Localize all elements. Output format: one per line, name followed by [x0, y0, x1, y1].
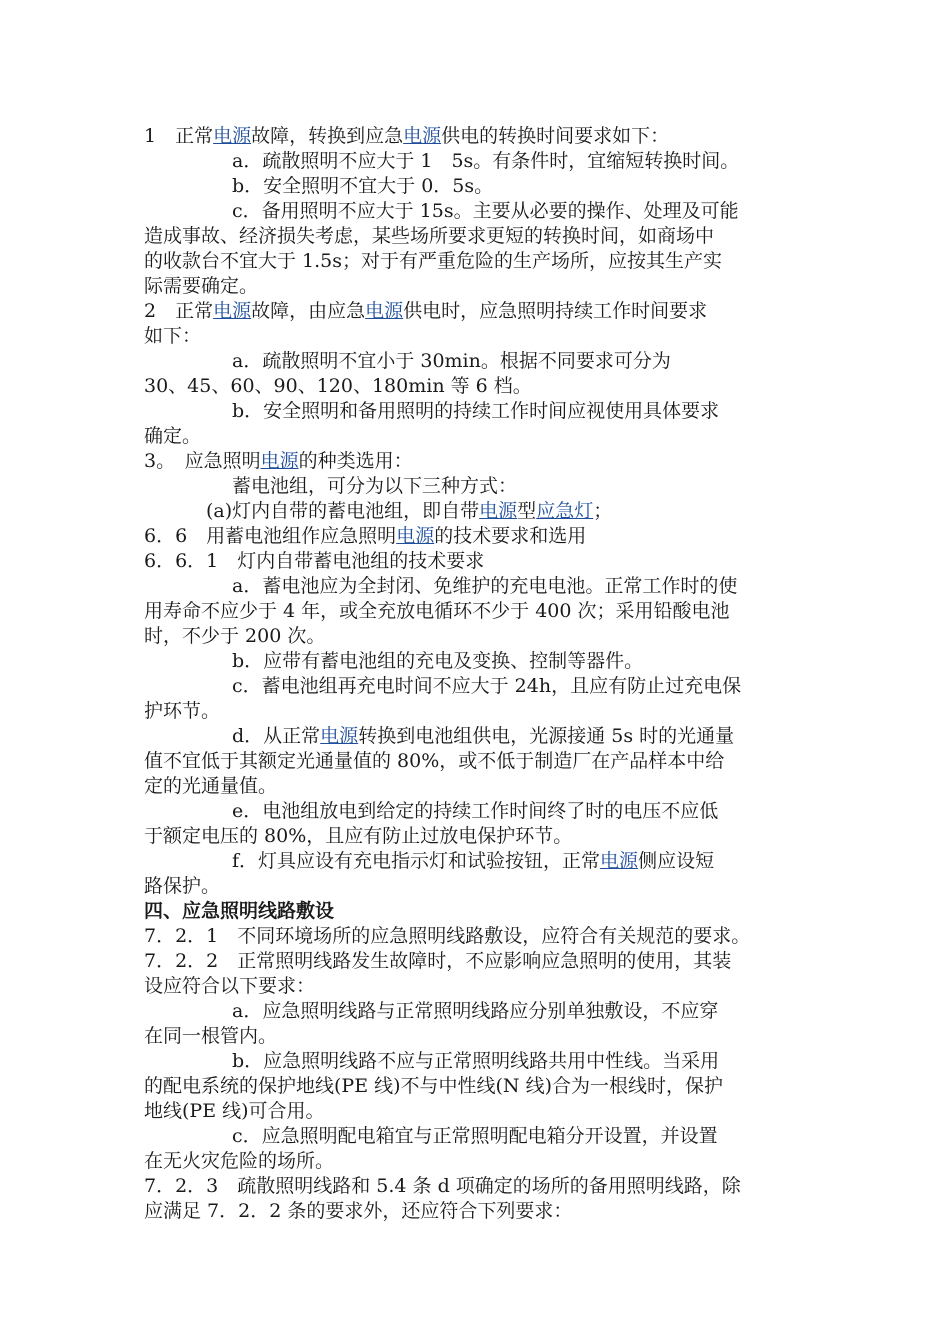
- text-line: [144, 624, 325, 649]
- text: 7．2．3 疏散照明线路和 5.4 条 d 项确定的场所的备用照明线路，除: [144, 1175, 741, 1197]
- text-line: [144, 974, 315, 999]
- text-line: [144, 1199, 572, 1224]
- text: 应满足 7．2．2 条的要求外，还应符合下列要求：: [144, 1200, 573, 1222]
- text-line: [232, 474, 517, 499]
- text: 于额定电压的 80%，且应有防止过放电保护环节。: [144, 825, 573, 847]
- text-line: [144, 324, 201, 349]
- text: 的技术要求和选用: [434, 525, 587, 547]
- text: 用寿命不应少于 4 年，或全充放电循环不少于 400 次；采用铅酸电池: [144, 600, 730, 622]
- text-line: [144, 1024, 277, 1049]
- text: b．应带有蓄电池组的充电及变换、控制等器件。: [232, 650, 644, 672]
- text: 1 正常: [144, 125, 214, 147]
- link-dianyuan[interactable]: 电源: [213, 125, 252, 147]
- text: f．灯具应设有充电指示灯和试验按钮，正常: [232, 850, 601, 872]
- text: 际需要确定。: [144, 275, 259, 297]
- text-line: [232, 574, 737, 599]
- text-line: [232, 199, 739, 224]
- text: b．应急照明线路不应与正常照明线路共用中性线。当采用: [232, 1050, 720, 1072]
- text-line: [144, 1074, 723, 1099]
- text-line: [232, 649, 643, 674]
- text-line: [144, 924, 750, 949]
- heading-text: 四、应急照明线路敷设: [144, 900, 335, 922]
- link-dianyuan[interactable]: 电源: [365, 300, 404, 322]
- link-dianyuan[interactable]: 电源: [479, 500, 518, 522]
- text-line: [144, 1099, 325, 1124]
- text-line: [144, 824, 572, 849]
- text-line: [144, 874, 220, 899]
- text: 3。 应急照明: [144, 450, 261, 472]
- text: 值不宜低于其额定光通量值的 80%，或不低于制造厂在产品样本中给: [144, 750, 725, 772]
- text: 路保护。: [144, 875, 221, 897]
- text: 故障，转换到应急: [251, 125, 404, 147]
- link-yingjideng[interactable]: 应急灯: [536, 500, 594, 522]
- text-line: [144, 949, 731, 974]
- text-line: [144, 749, 724, 774]
- text: c．应急照明配电箱宜与正常照明配电箱分开设置，并设置: [232, 1125, 718, 1147]
- text-line: [144, 599, 730, 624]
- text: 在无火灾危险的场所。: [144, 1150, 335, 1172]
- text: 在同一根管内。: [144, 1025, 278, 1047]
- text: 定的光通量值。: [144, 775, 278, 797]
- text: 地线(PE 线)可合用。: [144, 1100, 325, 1122]
- link-dianyuan[interactable]: 电源: [396, 525, 435, 547]
- text: e．电池组放电到给定的持续工作时间终了时的电压不应低: [232, 800, 719, 822]
- text: 确定。: [144, 425, 202, 447]
- text: 6．6 用蓄电池组作应急照明: [144, 525, 397, 547]
- text: 如下：: [144, 325, 202, 347]
- text-line: [232, 849, 714, 874]
- text-line: [144, 1149, 334, 1174]
- text: a．蓄电池应为全封闭、免维护的充电电池。正常工作时的使: [232, 575, 738, 597]
- text: 7．2．1 不同环境场所的应急照明线路敷设，应符合有关规范的要求。: [144, 925, 751, 947]
- link-dianyuan[interactable]: 电源: [260, 450, 299, 472]
- text-line: [144, 299, 707, 324]
- text: c．备用照明不应大于 15s。主要从必要的操作、处理及可能: [232, 200, 739, 222]
- text: 型: [517, 500, 537, 522]
- link-dianyuan[interactable]: 电源: [320, 725, 359, 747]
- section-heading: [144, 899, 334, 924]
- text-line: [232, 399, 719, 424]
- text-line: [144, 124, 669, 149]
- text-line: [144, 549, 484, 574]
- text: (a)灯内自带的蓄电池组，即自带: [206, 500, 480, 522]
- text: 造成事故、经济损失考虑，某些场所要求更短的转换时间，如商场中: [144, 225, 715, 247]
- text: 7．2．2 正常照明线路发生故障时，不应影响应急照明的使用，其装: [144, 950, 732, 972]
- text: 2 正常: [144, 300, 214, 322]
- text-line: [144, 774, 277, 799]
- text: 供电时，应急照明持续工作时间要求: [403, 300, 708, 322]
- text-line: [232, 674, 741, 699]
- text: 护环节。: [144, 700, 221, 722]
- text-line: [144, 249, 722, 274]
- text: 的种类选用：: [298, 450, 413, 472]
- text: a．疏散照明不宜小于 30min。根据不同要求可分为: [232, 350, 671, 372]
- text: 的收款台不宜大于 1.5s；对于有严重危险的生产场所，应按其生产实: [144, 250, 723, 272]
- text: 30、45、60、90、120、180min 等 6 档。: [144, 375, 532, 397]
- text: 转换到电池组供电，光源接通 5s 时的光通量: [358, 725, 735, 747]
- text-line: [232, 1049, 719, 1074]
- text-line: [144, 374, 532, 399]
- text: 蓄电池组，可分为以下三种方式：: [232, 475, 518, 497]
- text-line: [232, 149, 739, 174]
- text: 6．6．1 灯内自带蓄电池组的技术要求: [144, 550, 485, 572]
- text-line: [232, 724, 734, 749]
- text-line: [144, 449, 413, 474]
- text: 的配电系统的保护地线(PE 线)不与中性线(N 线)合为一根线时，保护: [144, 1075, 724, 1097]
- link-dianyuan[interactable]: 电源: [403, 125, 442, 147]
- text: b．安全照明和备用照明的持续工作时间应视使用具体要求: [232, 400, 720, 422]
- text-line: [232, 999, 718, 1024]
- text-line: [144, 224, 714, 249]
- text: 设应符合以下要求：: [144, 975, 316, 997]
- text-line: [232, 799, 718, 824]
- text: 供电的转换时间要求如下：: [441, 125, 670, 147]
- link-dianyuan[interactable]: 电源: [213, 300, 252, 322]
- text-line: [144, 1174, 741, 1199]
- text-line: [144, 274, 258, 299]
- link-dianyuan[interactable]: 电源: [600, 850, 639, 872]
- text: c．蓄电池组再充电时间不应大于 24h，且应有防止过充电保: [232, 675, 742, 697]
- text: 时，不少于 200 次。: [144, 625, 326, 647]
- text-line: [144, 424, 201, 449]
- text-line: [144, 699, 220, 724]
- text-line: [232, 1124, 718, 1149]
- text-line: [144, 524, 586, 549]
- text-line: [206, 499, 612, 524]
- text: b．安全照明不宜大于 0．5s。: [232, 175, 494, 197]
- text-line: [232, 174, 493, 199]
- text: ；: [593, 500, 613, 522]
- text: d．从正常: [232, 725, 321, 747]
- text: 侧应设短: [638, 850, 715, 872]
- text: a．应急照明线路与正常照明线路应分别单独敷设，不应穿: [232, 1000, 719, 1022]
- text: 故障，由应急: [251, 300, 366, 322]
- text-line: [232, 349, 671, 374]
- text: a．疏散照明不应大于 1 5s。有条件时，宜缩短转换时间。: [232, 150, 740, 172]
